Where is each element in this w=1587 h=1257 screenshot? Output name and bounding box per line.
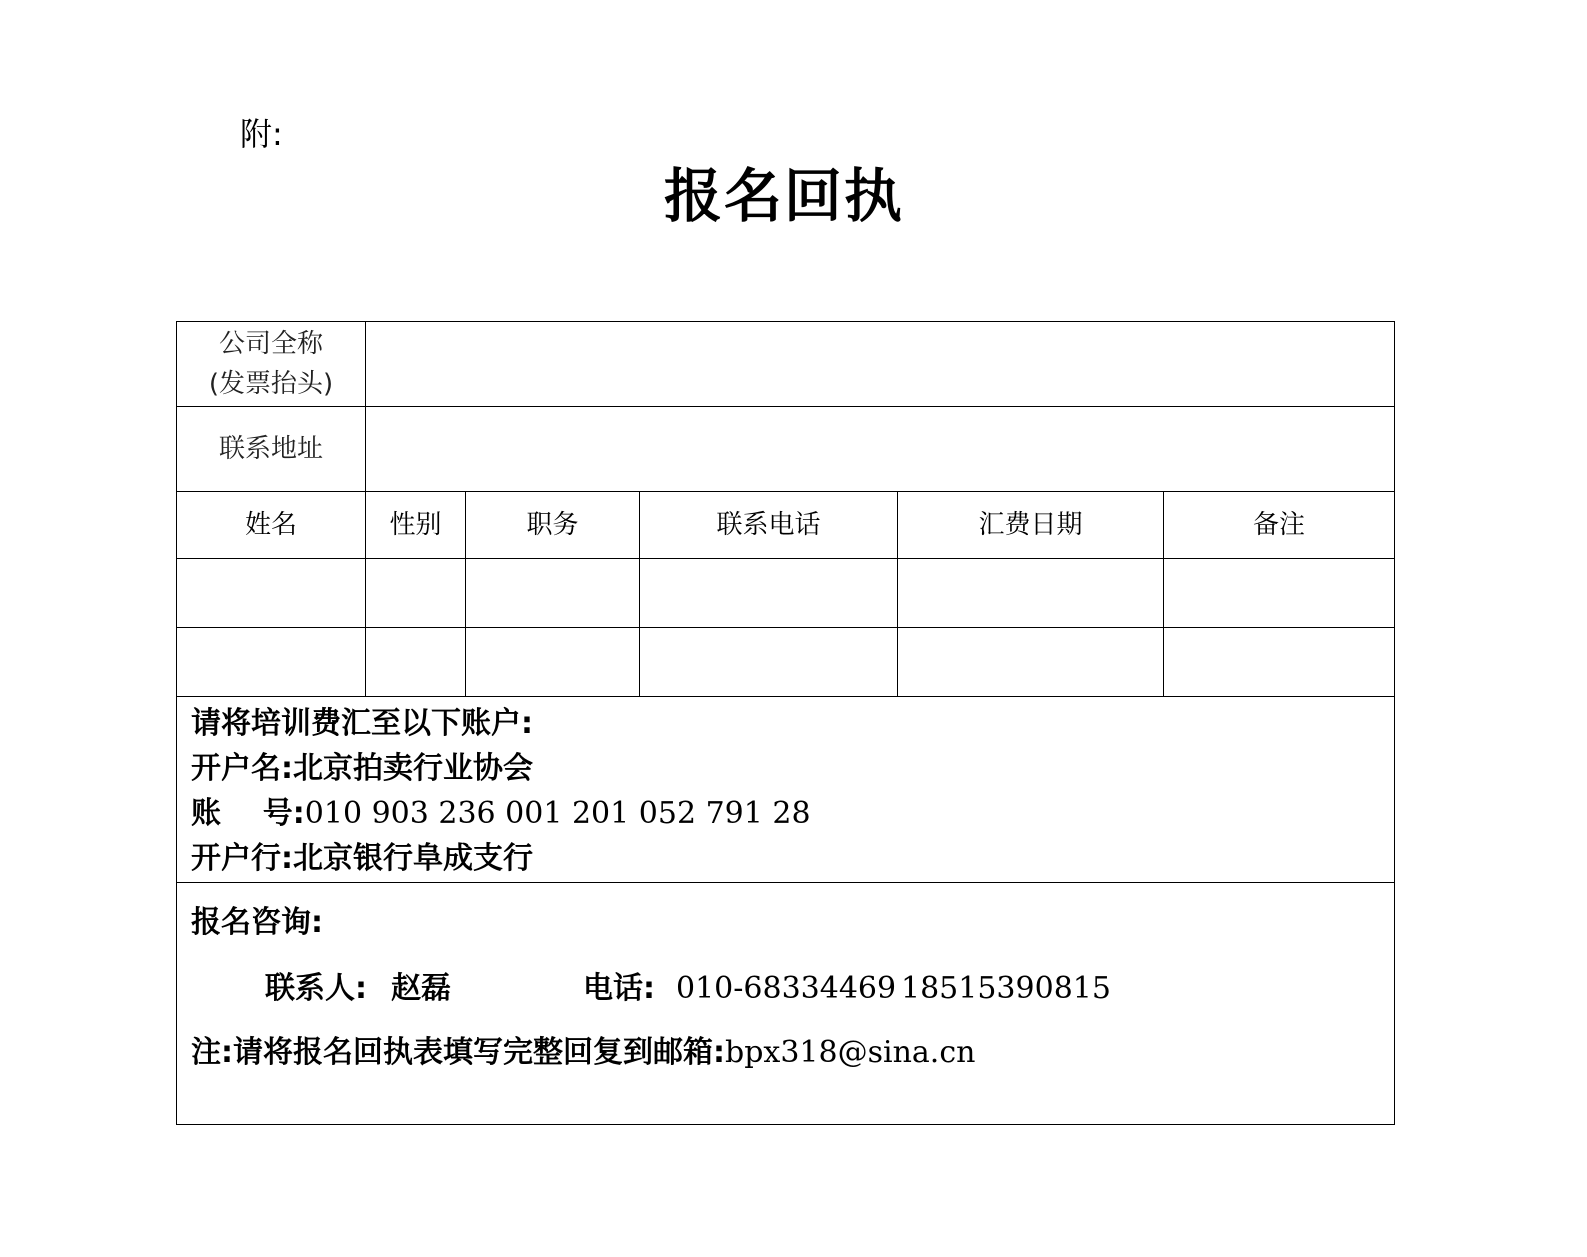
col-header-position: 职务 (466, 492, 640, 559)
cell-name[interactable] (177, 628, 366, 697)
consult-heading: 报名咨询: (191, 905, 323, 940)
page-title: 报名回执 (663, 162, 904, 230)
company-row (177, 322, 1395, 407)
account-number-line (191, 791, 1394, 836)
contact-line (191, 967, 1394, 1025)
payment-heading: 请将培训费汇至以下账户: (191, 706, 533, 741)
phone-number-2: 18515390815 (901, 971, 1111, 1006)
company-field[interactable] (366, 322, 1395, 407)
account-name: 北京拍卖行业协会 (293, 751, 533, 786)
account-name-label: 开户名: (191, 751, 293, 786)
cell-remarks[interactable] (1164, 559, 1395, 628)
bank-line (191, 836, 1394, 881)
col-header-remarks: 备注 (1164, 492, 1395, 559)
col-header-gender: 性别 (366, 492, 466, 559)
col-header-name: 姓名 (177, 492, 366, 559)
address-field[interactable] (366, 407, 1395, 492)
bank-label: 开户行: (191, 841, 293, 876)
phone-number-1: 010-68334469 (676, 971, 897, 1006)
table-row (177, 559, 1395, 628)
company-label-line2: (发票抬头) (208, 369, 334, 399)
cell-phone[interactable] (640, 559, 898, 628)
cell-gender[interactable] (366, 559, 466, 628)
address-row (177, 407, 1395, 492)
cell-payment-date[interactable] (898, 559, 1164, 628)
contact-label: 联系人: (265, 971, 367, 1006)
header-row (177, 492, 1395, 559)
note-line (191, 1031, 1394, 1075)
table-row (177, 628, 1395, 697)
registration-form (176, 321, 1395, 1125)
cell-remarks[interactable] (1164, 628, 1395, 697)
cell-position[interactable] (466, 628, 640, 697)
note-label: 注:请将报名回执表填写完整回复到邮箱: (191, 1035, 725, 1070)
cell-phone[interactable] (640, 628, 898, 697)
contact-name: 赵磊 (391, 971, 451, 1006)
consult-info (177, 883, 1395, 1125)
col-header-phone: 联系电话 (640, 492, 898, 559)
bank-name: 北京银行阜成支行 (293, 841, 533, 876)
payment-row (177, 697, 1395, 883)
email-link[interactable]: bpx318@sina.cn (725, 1035, 976, 1070)
account-number: 010 903 236 001 201 052 791 28 (304, 796, 811, 831)
col-header-payment-date: 汇费日期 (898, 492, 1164, 559)
consult-row (177, 883, 1395, 1125)
account-name-line (191, 746, 1394, 791)
payment-info (177, 697, 1395, 883)
cell-name[interactable] (177, 559, 366, 628)
cell-payment-date[interactable] (898, 628, 1164, 697)
cell-position[interactable] (466, 559, 640, 628)
address-label: 联系地址 (177, 407, 366, 492)
company-label-line1: 公司全称 (218, 329, 323, 359)
company-label (177, 322, 366, 407)
account-number-label: 账 号: (191, 796, 305, 831)
annex-label: 附: (240, 115, 283, 153)
phone-label: 电话: (583, 971, 655, 1006)
cell-gender[interactable] (366, 628, 466, 697)
